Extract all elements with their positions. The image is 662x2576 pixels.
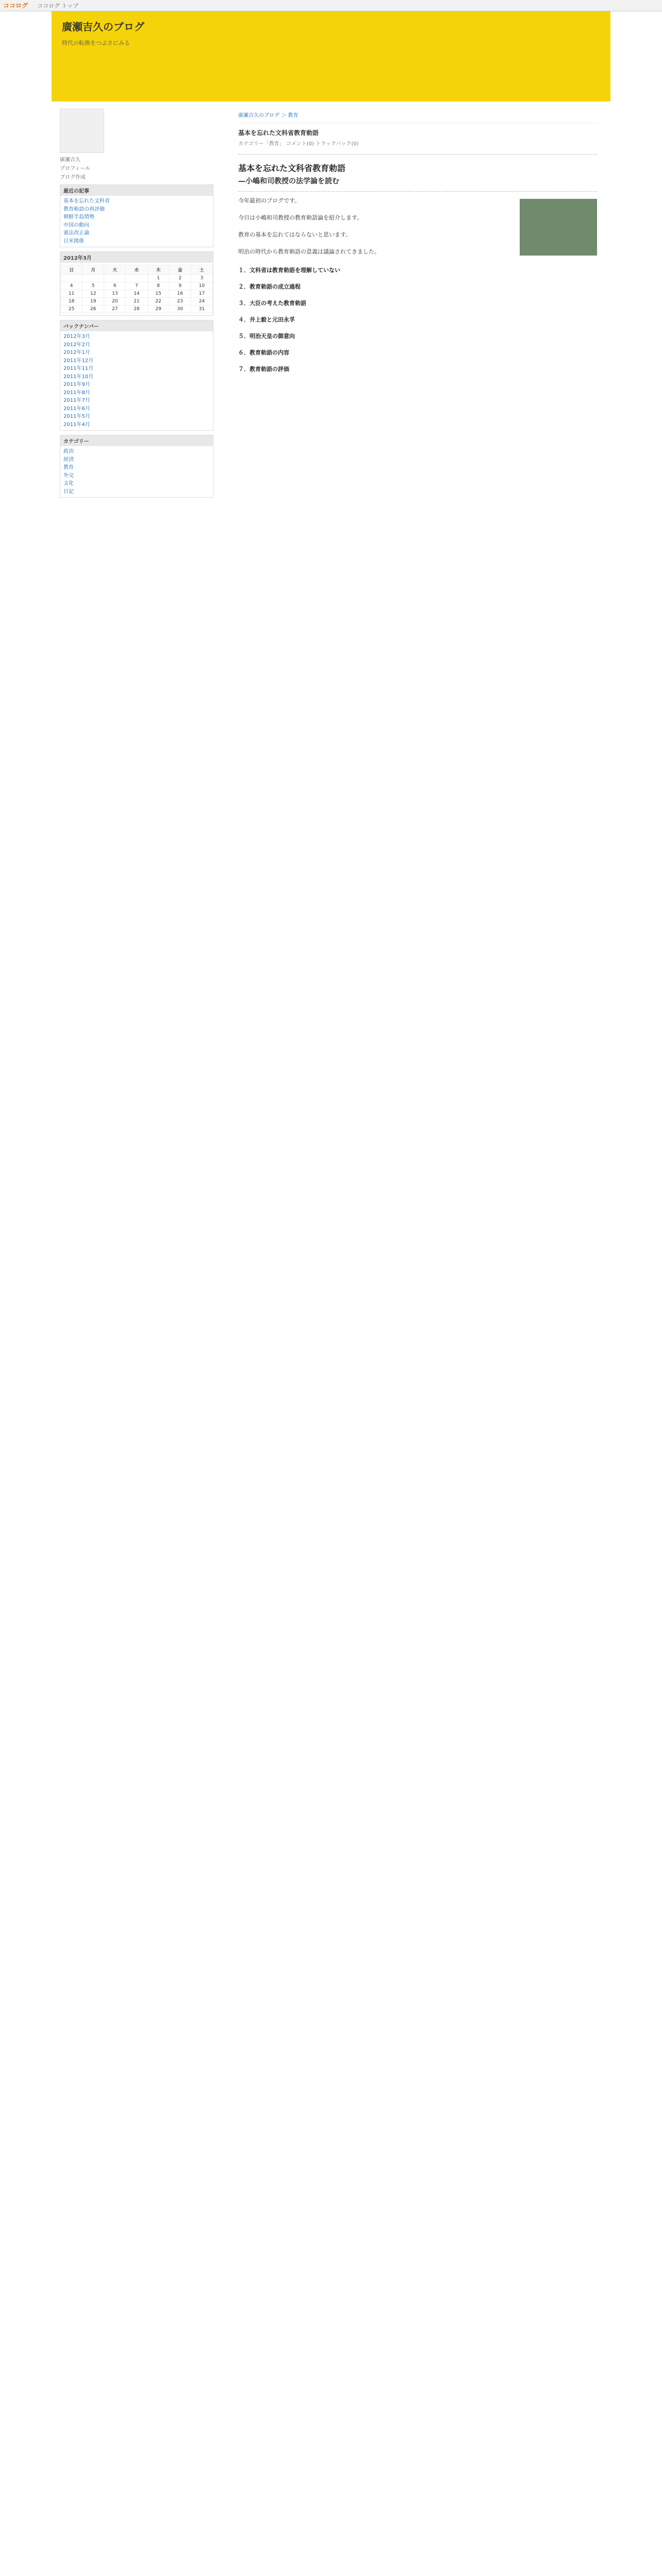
recent-post-item[interactable]: 中国の動向 [63, 222, 89, 228]
section-heading: ５．明治天皇の御意向 [238, 332, 295, 340]
calendar-day[interactable]: 28 [126, 306, 147, 313]
calendar-weekday: 火 [104, 265, 126, 275]
create-blog-link[interactable]: ブログ作成 [60, 175, 86, 180]
category-item[interactable]: 文化 [63, 481, 74, 486]
calendar-day[interactable]: 25 [61, 306, 82, 313]
recent-post-item[interactable]: 朝鮮半島情勢 [63, 214, 94, 220]
archive-item[interactable]: 2011年5月 [63, 414, 90, 419]
calendar-day[interactable]: 20 [104, 298, 126, 306]
calendar-day [126, 275, 147, 282]
paragraph: 明治の時代から教育勅語の意義は議論されてきました。 [238, 248, 380, 255]
calendar-day[interactable]: 23 [169, 298, 191, 306]
profile-link[interactable]: プロフィール [60, 166, 90, 172]
archive-item[interactable]: 2011年9月 [63, 382, 90, 387]
profile-image [60, 109, 104, 153]
archive-box [60, 320, 213, 431]
calendar-day[interactable]: 31 [191, 306, 212, 313]
calendar-day [104, 275, 126, 282]
calendar-box [60, 251, 213, 316]
archive-item[interactable]: 2011年10月 [63, 374, 94, 380]
divider [238, 191, 597, 192]
category-item[interactable]: 経済 [63, 456, 74, 463]
calendar-day[interactable]: 3 [191, 275, 212, 282]
blog-header [52, 11, 610, 101]
top-nav-link[interactable]: ココログ トップ [37, 2, 79, 9]
archive-item[interactable]: 2012年1月 [63, 350, 90, 355]
entry-title-link[interactable]: 基本を忘れた文科省教育勅語 [238, 129, 319, 137]
calendar-day[interactable]: 11 [61, 290, 82, 298]
calendar-day[interactable]: 22 [147, 298, 169, 306]
archive-item[interactable]: 2012年2月 [63, 342, 90, 348]
recent-post-item[interactable]: 憲法改正論 [63, 230, 89, 236]
main-content [232, 101, 603, 2576]
paragraph: 今年最初のブログです。 [238, 197, 301, 204]
calendar-day[interactable]: 10 [191, 282, 212, 290]
calendar-day[interactable]: 17 [191, 290, 212, 298]
archive-list [60, 331, 213, 430]
calendar-day[interactable]: 13 [104, 290, 126, 298]
calendar-day[interactable]: 7 [126, 282, 147, 290]
calendar-day[interactable]: 1 [147, 275, 169, 282]
section-heading: １．文科省は教育勅語を理解していない [238, 266, 340, 274]
category-item[interactable]: 日記 [63, 488, 74, 495]
entry-photo [520, 199, 597, 256]
calendar-day[interactable]: 26 [82, 306, 104, 313]
calendar-day[interactable]: 15 [147, 290, 169, 298]
archive-item[interactable]: 2011年8月 [63, 389, 90, 396]
calendar-weekday: 土 [191, 265, 212, 275]
entry-subtitle: —小嶋和司教授の法学論を読む [238, 177, 339, 185]
archive-title: バックナンバー [60, 320, 213, 331]
profile-name: 廣瀬吉久 [60, 157, 80, 163]
archive-item[interactable]: 2011年4月 [63, 421, 90, 428]
archive-item[interactable]: 2011年6月 [63, 405, 90, 412]
calendar-day [82, 275, 104, 282]
calendar-day[interactable]: 6 [104, 282, 126, 290]
calendar-day[interactable]: 8 [147, 282, 169, 290]
calendar-day[interactable]: 18 [61, 298, 82, 306]
category-item[interactable]: 教育 [63, 465, 74, 470]
archive-item[interactable]: 2011年7月 [63, 398, 90, 403]
calendar-day[interactable]: 2 [169, 275, 191, 282]
breadcrumb[interactable]: 廣瀬吉久のブログ ＞ 教育 [238, 108, 597, 123]
recent-posts-box [60, 184, 213, 247]
calendar-title: 2012年3月 [60, 252, 213, 263]
archive-item[interactable]: 2011年11月 [63, 366, 94, 371]
paragraph: 今日は小嶋和司教授の教育勅語論を紹介します。 [238, 214, 363, 221]
category-title: カテゴリー [60, 435, 213, 446]
page-wrapper [52, 11, 610, 2576]
sidebar [52, 101, 222, 2576]
archive-item[interactable]: 2012年3月 [63, 334, 90, 340]
paragraph: 教育の基本を忘れてはならないと思います。 [238, 231, 352, 238]
blog-title[interactable]: 廣瀬吉久のブログ [62, 21, 144, 33]
calendar-weekday: 木 [147, 265, 169, 275]
calendar-day[interactable]: 27 [104, 306, 126, 313]
divider [238, 154, 597, 155]
calendar-weekday: 水 [126, 265, 147, 275]
calendar-day[interactable]: 21 [126, 298, 147, 306]
recent-post-item[interactable]: 基本を忘れた文科省 [63, 198, 110, 204]
archive-item[interactable]: 2011年12月 [63, 358, 94, 364]
recent-post-item[interactable]: 教育勅語の再評価 [63, 206, 105, 212]
recent-post-item[interactable]: 日米関係 [63, 238, 84, 244]
calendar-day[interactable]: 30 [169, 306, 191, 313]
calendar-day[interactable]: 16 [169, 290, 191, 298]
recent-posts-title: 最近の記事 [60, 185, 213, 196]
calendar [60, 265, 213, 313]
category-box [60, 435, 213, 498]
top-bar [0, 0, 662, 11]
category-item[interactable]: 外交 [63, 472, 74, 479]
category-item[interactable]: 政治 [63, 449, 74, 454]
calendar-weekday: 日 [61, 265, 82, 275]
section-heading: ７．教育勅語の評価 [238, 365, 289, 372]
section-heading: ２．教育勅語の成立過程 [238, 283, 301, 290]
cocolog-logo[interactable]: ココログ [3, 2, 28, 9]
blog-description: 時代の転換をつぶさにみる [62, 40, 130, 46]
entry-meta: カテゴリー「教育」 コメント(0) トラックバック(0) [238, 141, 359, 147]
calendar-day[interactable]: 19 [82, 298, 104, 306]
calendar-day[interactable]: 4 [61, 282, 82, 290]
calendar-day[interactable]: 9 [169, 282, 191, 290]
calendar-weekday: 月 [82, 265, 104, 275]
calendar-day [61, 275, 82, 282]
section-heading: ６．教育勅語の内容 [238, 349, 289, 356]
calendar-day[interactable]: 24 [191, 298, 212, 306]
category-list [60, 446, 213, 497]
calendar-weekday: 金 [169, 265, 191, 275]
calendar-day[interactable]: 14 [126, 290, 147, 298]
calendar-day[interactable]: 5 [82, 282, 104, 290]
section-heading: ４．井上毅と元田永孚 [238, 316, 295, 323]
calendar-day[interactable]: 29 [147, 306, 169, 313]
calendar-day[interactable]: 12 [82, 290, 104, 298]
recent-posts-list [60, 196, 213, 247]
entry-title: 基本を忘れた文科省教育勅語 [238, 163, 346, 173]
section-heading: ３．大臣の考えた教育勅語 [238, 299, 306, 307]
